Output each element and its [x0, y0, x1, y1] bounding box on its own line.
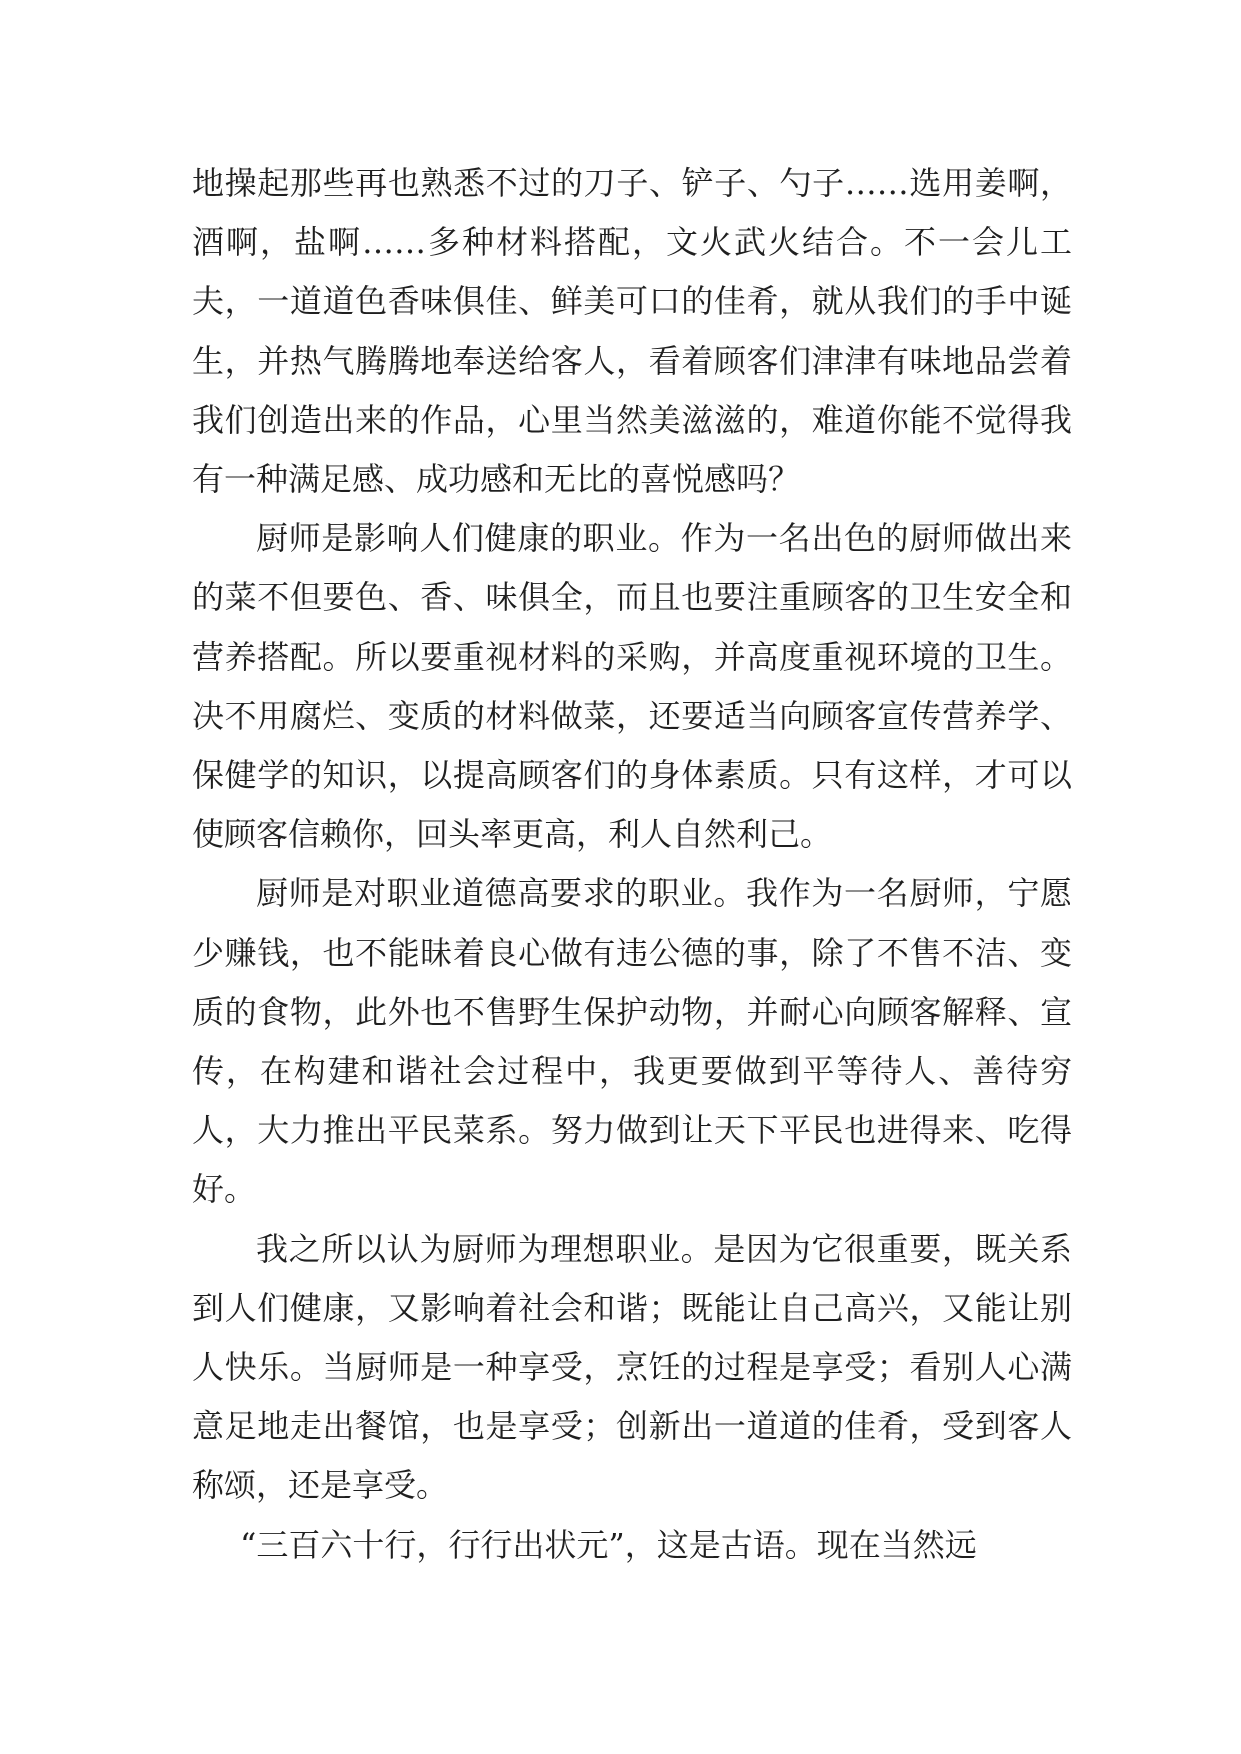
paragraph-health: 厨师是影响人们健康的职业。作为一名出色的厨师做出来的菜不但要色、香、味俱全，而且也要注重顾客的卫生安全和营养搭配。所以要重视材料的采购，并高度重视环境的卫生。决不用腐烂、变质的材料做菜，还要适当向顾客宣传营养学、保健学的知识，以提高顾客们的身体素质。只有这样，才可以使顾客信赖你，回头率更高，利人自然利己。 [192, 519, 1072, 854]
paragraph-ethics: 厨师是对职业道德高要求的职业。我作为一名厨师，宁愿少赚钱，也不能昧着良心做有违公德的事，除了不售不洁、变质的食物，此外也不售野生保护动物，并耐心向顾客解释、宣传，在构建和谐社会过程中，我更要做到平等待人、善待穷人，大力推出平民菜系。努力做到让天下平民也进得来、吃得好。 [192, 874, 1072, 1209]
paragraph-proverb: “三百六十行，行行出状元”，这是古语。现在当然远 [240, 1525, 977, 1564]
paragraph-ideal-career: 我之所以认为厨师为理想职业。是因为它很重要，既关系到人们健康，又影响着社会和谐；既能让自己高兴，又能让别人快乐。当厨师是一种享受，烹饪的过程是享受；看别人心满意足地走出餐馆，也是享受；创新出一道道的佳肴，受到客人称颂，还是享受。 [192, 1229, 1072, 1505]
paragraph-continuation: 地操起那些再也熟悉不过的刀子、铲子、勺子……选用姜啊，酒啊，盐啊……多种材料搭配，文火武火结合。不一会儿工夫，一道道色香味俱佳、鲜美可口的佳肴，就从我们的手中诞生，并热气腾腾地奉送给客人，看着顾客们津津有味地品尝着我们创造出来的作品，心里当然美滋滋的，难道你能不觉得我有一种满足感、成功感和无比的喜悦感吗？ [192, 164, 1072, 499]
essay-body [192, 154, 1072, 1575]
